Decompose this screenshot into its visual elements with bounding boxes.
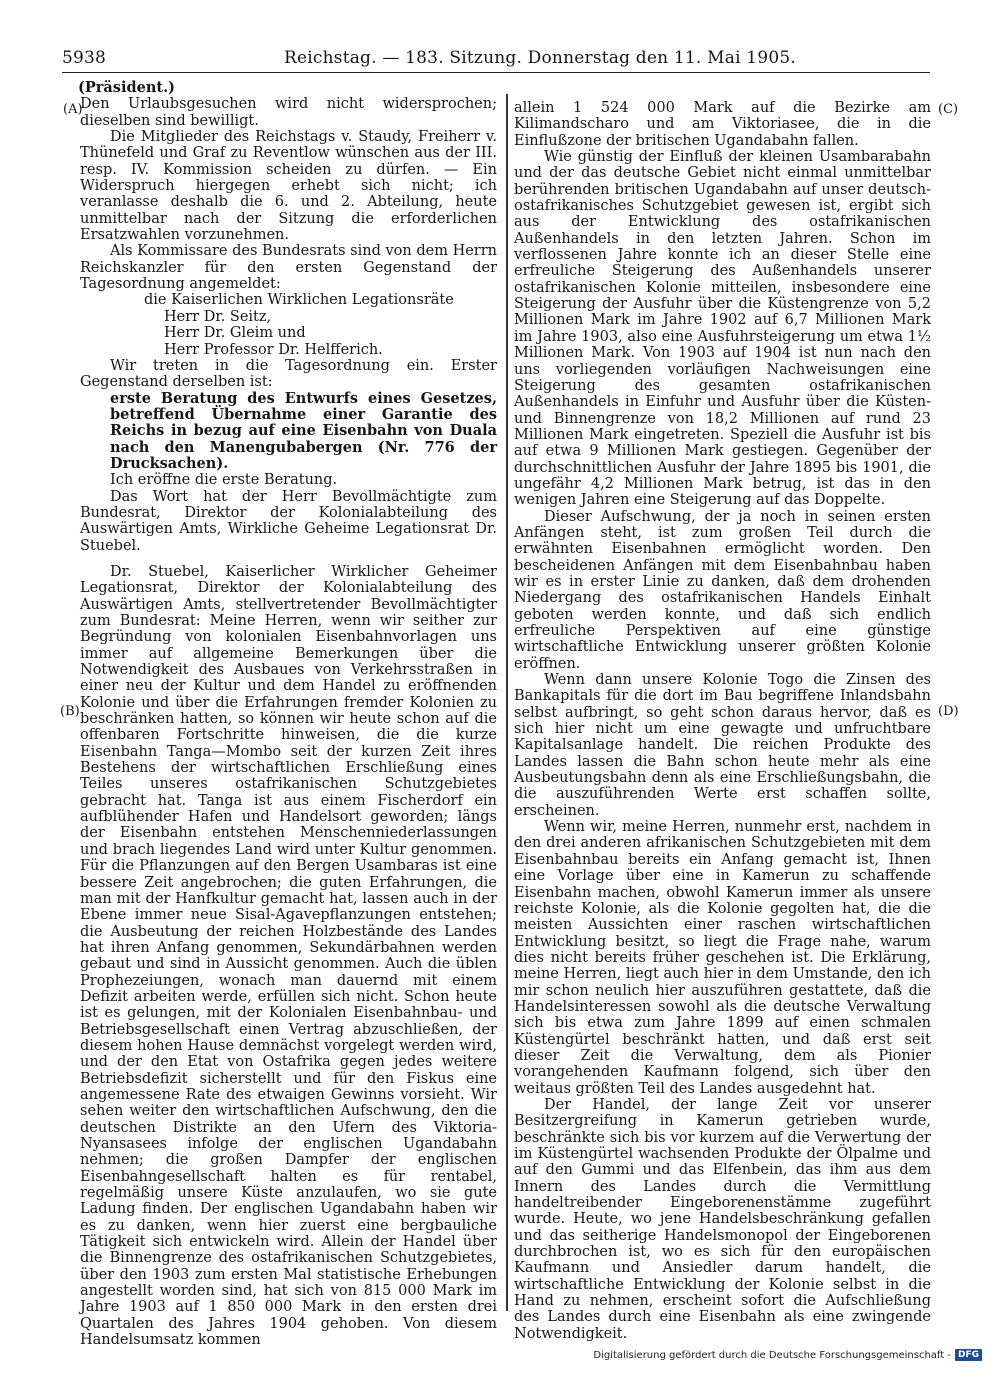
margin-marker-b: (B) [60, 704, 80, 719]
page-number: 5938 [62, 48, 107, 68]
commissioner-list-item: Herr Dr. Seitz, [164, 308, 272, 325]
paragraph: Als Kommissare des Bundesrats sind von dem Herrn Reichskanzler für den ersten Gegenstand der Tagesordnung angemeldet: [80, 243, 497, 293]
paragraph: Wenn wir, meine Herren, nunmehr erst, nachdem in den drei anderen afrikanischen Schutzgebieten mit dem Eisenbahnbau bereits ein Anfang gemacht ist, Ihnen eine Vorlage über eine in Kamerun zu schaffende Eisenbahn machen, obwohl Kamerun immer als unsere reichste Kolonie, als die Kolonie gegolten hat, die die meisten Aussichten einer raschen wirtschaftlichen Entwicklung besitzt, so liegt die Frage nahe, warum dies nicht bereits früher geschehen ist. Die Erklärung, meine Herren, liegt auch hier in dem Umstande, den ich mir schon neulich hier auszuführen gestattete, daß die Handelsinteressen sowohl als die deutsche Verwaltung sich bis etwa zum Jahre 1899 auf einen schmalen Küstengürtel beschränkt hatten, und daß erst seit dieser Zeit die Verwaltung, dem als Pionier vorangehenden Kaufmann folgend, sich über den weitaus größten Teil des Landes ausgedehnt hat. [514, 819, 931, 1097]
dfg-logo: DFG [955, 1349, 982, 1361]
paragraph: Wie günstig der Einfluß der kleinen Usambarabahn und der das deutsche Gebiet nicht einmal unmittelbar berührenden britischen Ugandabahn auf unser deutsch-ostafrikanisches Schutzgebiet gewesen ist, ergibt sich aus der Entwicklung des ostafrikanischen Außenhandels in den letzten Jahren. Schon im verflossenen Jahre konnte ich an dieser Stelle eine erfreuliche Steigerung des Außenhandels unserer ostafrikanischen Kolonie mitteilen, insbesondere eine Steigerung der Ausfuhr über die Küstengrenze von 5,2 Millionen Mark im Jahre 1902 auf 6,7 Millionen Mark im Jahre 1903, also eine Ausfuhrsteigerung um etwa 1½ Millionen Mark. Von 1903 auf 1904 ist nun nach den uns vorliegenden vorläufigen Nachweisungen eine Steigerung des gesamten ostafrikanischen Außenhandels in Einfuhr und Ausfuhr über die Küsten- und Binnengrenze von 18,2 Millionen auf rund 23 Millionen Mark eingetreten. Speziell die Ausfuhr ist bis auf etwa 9 Millionen Mark gestiegen. Gegenüber der durchschnittlichen Ausfuhr der Jahre 1895 bis 1901, die ungefähr 4,2 Millionen Mark betrug, ist das in den wenigen Jahren eine Steigerung auf das Doppelte. [514, 149, 931, 509]
paragraph: Die Mitglieder des Reichstags v. Staudy, Freiherr v. Thünefeld und Graf zu Reventlow wünschen aus der III. resp. IV. Kommission scheiden zu dürfen. — Ein Widerspruch hiergegen erhebt sich nicht; ich veranlasse deshalb die 6. und 2. Abteilung, heute unmittelbar nach der Sitzung die erforderlichen Ersatzwahlen vorzunehmen. [80, 129, 497, 244]
commissioner-list-intro: die Kaiserlichen Wirklichen Legationsräte [144, 292, 454, 309]
margin-marker-c: (C) [938, 102, 959, 117]
margin-marker-d: (D) [938, 704, 959, 719]
paragraph: Wenn dann unsere Kolonie Togo die Zinsen des Bankapitals für die dort im Bau begriffene Inlandsbahn selbst aufbringt, so geht schon daraus hervor, daß es sich hier nicht um eine gewagte und unfruchtbare Kapitalsanlage handelt. Die reichen Produkte des Landes lassen die Bahn schon heute mehr als eine Ausbeutungsbahn denn als eine Erschließungsbahn, die die auszuführenden Werte erst schaffen sollte, erscheinen. [514, 672, 931, 819]
paragraph: Ich eröffne die erste Beratung. [110, 472, 338, 489]
running-title: Reichstag. — 183. Sitzung. Donnerstag den 11. Mai 1905. [284, 48, 796, 68]
right-column [514, 100, 931, 1342]
paragraph: Wir treten in die Tagesordnung ein. Erster Gegenstand derselben ist: [80, 357, 497, 391]
digitization-footer [593, 1349, 982, 1361]
commissioner-list-item: Herr Dr. Gleim und [164, 325, 306, 342]
footer-text: Digitalisierung gefördert durch die Deutsche Forschungsgemeinschaft - [593, 1349, 951, 1361]
paragraph: Das Wort hat der Herr Bevollmächtigte zum Bundesrat, Direktor der Kolonialabteilung des Auswärtigen Amts, Wirkliche Geheime Legationsrat Dr. Stuebel. [80, 488, 497, 554]
left-column [80, 80, 497, 1348]
paragraph: Der Handel, der lange Zeit vor unserer Besitzergreifung in Kamerun getrieben wurde, beschränkte sich bis vor kurzem auf die Verwertung der im Küstengürtel wachsenden Produkte der Ölpalme und auf den Gummi und das Elfenbein, das ihm aus dem Innern des Landes durch die Vermittlung handeltreibender Eingeborenenstämme zugeführt wurde. Heute, wo jene Handelsbeschränkung gefallen und das seitherige Handelsmonopol der Eingeborenen durchbrochen ist, wo es sich für den europäischen Kaufmann und Ansiedler darum handelt, die wirtschaftliche Entwicklung der Kolonie selbst in die Hand zu nehmen, erscheint sofort die Aufschließung des Landes durch eine Eisenbahn als eine zwingende Notwendigkeit. [514, 1096, 931, 1342]
speaker-tag: (Präsident.) [78, 79, 175, 96]
paragraph: Den Urlaubsgesuchen wird nicht widersprochen; dieselben sind bewilligt. [80, 96, 497, 129]
page-header [62, 46, 930, 73]
commissioner-list-item: Herr Professor Dr. Helfferich. [164, 341, 383, 358]
paragraph: allein 1 524 000 Mark auf die Bezirke am Kilimandscharo und am Viktoriasee, die in die Einflußzone der britischen Ugandabahn fallen. [514, 100, 931, 149]
speech-paragraph: Dr. Stuebel, Kaiserlicher Wirklicher Geheimer Legationsrat, Direktor der Kolonialabteilung des Auswärtigen Amts, stellvertretender Bevollmächtigter zum Bundesrat: Meine Herren, wenn wir seither zur Begründung von kolonialen Eisenbahnvorlagen uns immer auf allgemeine Bemerkungen über die Notwendigkeit des Ausbaues von Verkehrsstraßen in einer neu der Kultur und dem Handel zu eröffnenden Kolonie und über die Erfahrungen fremder Kolonien zu beschränken hatten, so können wir heute schon auf die offenbaren Fortschritte hinweisen, die die kurze Eisenbahn Tanga—Mombo seit der kurzen Zeit ihres Bestehens der wirtschaftlichen Erschließung eines Teiles unseres ostafrikanischen Schutzgebietes gebracht hat. Tanga ist aus einem Fischerdorf ein aufblühender Hafen und Handelsort geworden; längs der Eisenbahn entstehen Menschenniederlassungen und brach liegendes Land wird unter Kultur genommen. Für die Pflanzungen auf den Bergen Usambaras ist eine bessere Zeit angebrochen; die guten Erfahrungen, die man mit der Hanfkultur gemacht hat, lassen auch in der Ebene immer neue Sisal-Agavepflanzungen entstehen; die Ausbeutung der reichen Holzbestände des Landes hat ihren Anfang genommen, Sekundärbahnen werden gebaut und sind in Aussicht genommen. Auch die üblen Prophezeiungen, wonach man dauernd mit einem Defizit arbeiten werde, erfüllen sich nicht. Schon heute ist es gelungen, mit der Kolonialen Eisenbahnbau- und Betriebsgesellschaft einen Vertrag abzuschließen, der diesem hohen Hause demnächst vorgelegt werden wird, und der den Etat von Ostafrika gegen jedes weitere Betriebsdefizit sicherstellt und für den Fiskus eine angemessene Rate des etwaigen Gewinns vorsieht. Wir sehen weiter den wirtschaftlichen Aufschwung, den die deutschen Distrikte an den Ufern des Viktoria-Nyansasees infolge der englischen Ugandabahn nehmen; die großen Dampfer der englischen Eisenbahngesellschaft halten es für rentabel, regelmäßig unsere Küste anzulaufen, wo sie gute Ladung finden. Der englischen Ugandabahn haben wir es zu danken, wenn hier zuerst eine bergbauliche Tätigkeit sich entwickeln wird. Allein der Handel über die Binnengrenze des ostafrikanischen Schutzgebietes, über den 1903 zum ersten Mal statistische Erhebungen angestellt worden sind, hat sich von 815 000 Mark im Jahre 1903 auf 1 850 000 Mark in den ersten drei Quartalen des Jahres 1904 gehoben. Von diesem Handelsumsatz kommen [80, 563, 497, 1349]
agenda-item: erste Beratung des Entwurfs eines Gesetzes, betreffend Übernahme einer Garantie des Reichs in bezug auf eine Eisenbahn von Duala nach den Manengubabergen (Nr. 776 der Drucksachen). [110, 389, 497, 472]
margin-marker-a: (A) [63, 102, 83, 117]
paragraph: Dieser Aufschwung, der ja noch in seinen ersten Anfängen steht, ist zum großen Teil durch die erwähnten Eisenbahnen ermöglicht worden. Den bescheidenen Anfängen mit dem Eisenbahnbau haben wir es in erster Linie zu danken, daß dem drohenden Niedergang des ostafrikanischen Handels Einhalt geboten werden konnte, und daß sich endlich erfreuliche Perspektiven auf eine günstige wirtschaftliche Entwicklung unserer größten Kolonie eröffnen. [514, 508, 931, 672]
column-divider [506, 94, 508, 1311]
